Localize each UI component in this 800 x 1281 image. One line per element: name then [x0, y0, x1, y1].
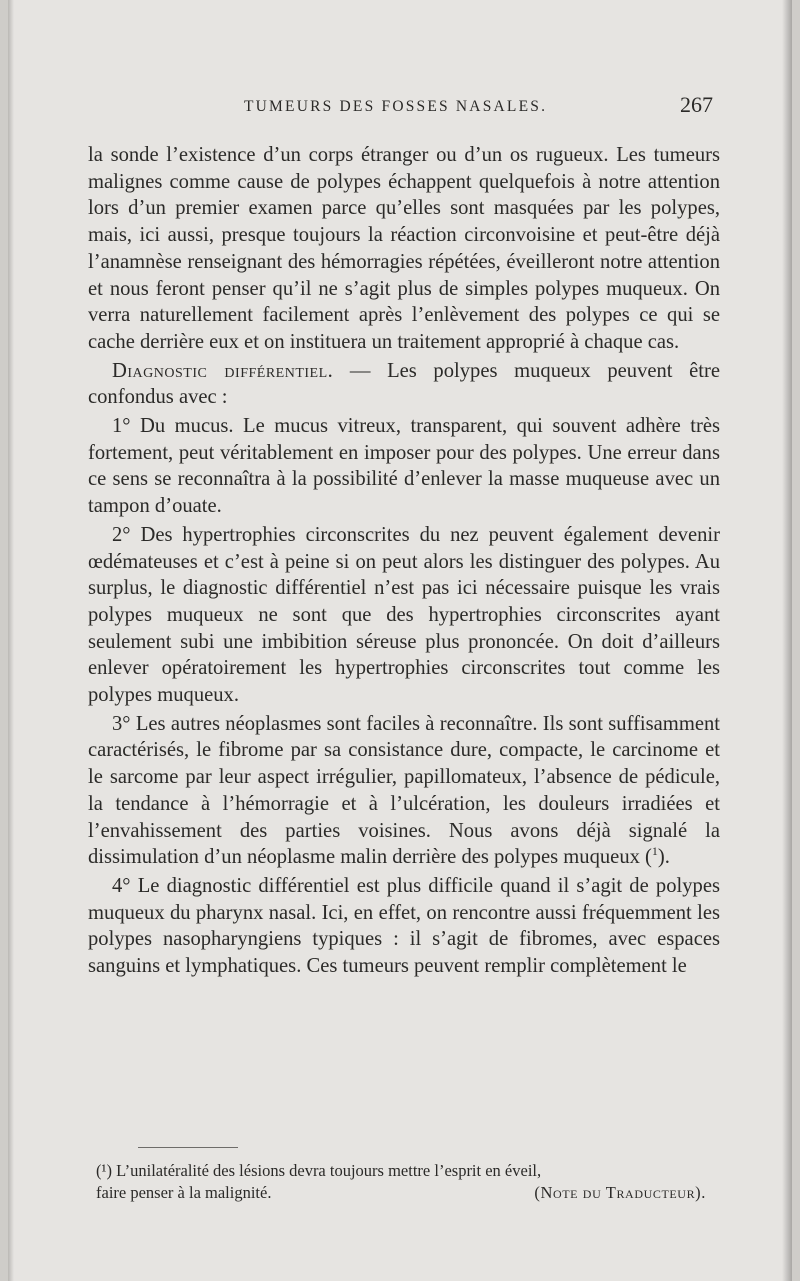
section-heading: Diagnostic différentiel.: [112, 359, 334, 382]
footnote-line-1: [96, 1160, 706, 1182]
footnote-line-2: [96, 1182, 706, 1204]
footnote: [96, 1160, 706, 1204]
body-text: [88, 142, 720, 982]
book-page: [8, 0, 792, 1281]
paragraph-text-end: ).: [657, 846, 670, 869]
paragraph: 2° Des hypertrophies circonscrites du nez peuvent également devenir œdémateuses et c’est à peine si on peut alors les distinguer des polypes. Au surplus, le diagnostic différentiel n’est pas ici nécessaire puisque les vrais polypes muqueux ne sont que des hypertrophies circonscrites ayant seulement subi une imbibition séreuse plus prononcée. On doit d’ailleurs enlever opératoirement les hypertrophies circonscrites tout comme les polypes muqueux.: [88, 523, 720, 707]
running-title: TUMEURS DES FOSSES NASALES.: [244, 98, 548, 115]
page-header: [8, 92, 792, 128]
paragraph-with-note: [88, 711, 720, 871]
paragraph-diagnostic: [88, 358, 720, 411]
footnote-reference: 1: [651, 844, 658, 859]
footnote-text: L’unilatéralité des lésions devra toujours mettre l’esprit en éveil,: [116, 1161, 542, 1180]
paragraph-text: 3° Les autres néoplasmes sont faciles à reconnaître. Ils sont suffisamment caractérisés, le fibrome par sa consistance dure, compacte, le carcinome et le sarcome par leur aspect irrégulier, papillomateux, l’absence de pédicule, la tendance à l’hémorragie et à l’ulcération, les douleurs irradiées et l’envahissement des parties voisines. Nous avons déjà signalé la dissimulation d’un néoplasme malin derrière des polypes muqueux (: [88, 712, 720, 869]
paragraph: la sonde l’existence d’un corps étranger ou d’un os rugueux. Les tumeurs malignes comme cause de polypes échappent quelquefois à notre attention lors d’un premier examen parce qu’elles sont masquées par les polypes, mais, ici aussi, presque toujours la réaction circonvoisine et peut-être déjà l’anamnèse renseignant des hémorragies répétées, éveilleront notre attention et nous feront penser qu’il ne s’agit plus de simples polypes muqueux. On verra naturellement facilement après l’enlèvement des polypes ce qui se cache derrière eux et on instituera un traitement approprié à chaque cas.: [88, 144, 720, 353]
translator-note: (Note du Traducteur).: [534, 1183, 706, 1202]
paragraph: 4° Le diagnostic différentiel est plus difficile quand il s’agit de polypes muqueux du pharynx nasal. Ici, en effet, on rencontre aussi fréquemment les polypes nasopharyngiens typiques : il s’agit de fibromes, avec espaces sanguins et lymphatiques. Ces tumeurs peuvent remplir complètement le: [88, 874, 720, 978]
paragraph-text: — Les polypes muqueux peuvent être confondus avec :: [88, 359, 720, 409]
page-edge-shadow-right: [782, 0, 792, 1281]
page-edge-shadow-left: [8, 0, 14, 1281]
page-number: 267: [680, 92, 713, 117]
footnote-separator: [138, 1147, 238, 1148]
footnote-text-2: faire penser à la malignité.: [96, 1183, 272, 1202]
paragraph: 1° Du mucus. Le mucus vitreux, transparent, qui souvent adhère très fortement, peut véritablement en imposer pour des polypes. Une erreur dans ce sens se reconnaîtra à la possibilité d’enlever la masse muqueuse avec un tampon d’ouate.: [88, 415, 720, 518]
footnote-marker: (¹): [96, 1161, 112, 1180]
